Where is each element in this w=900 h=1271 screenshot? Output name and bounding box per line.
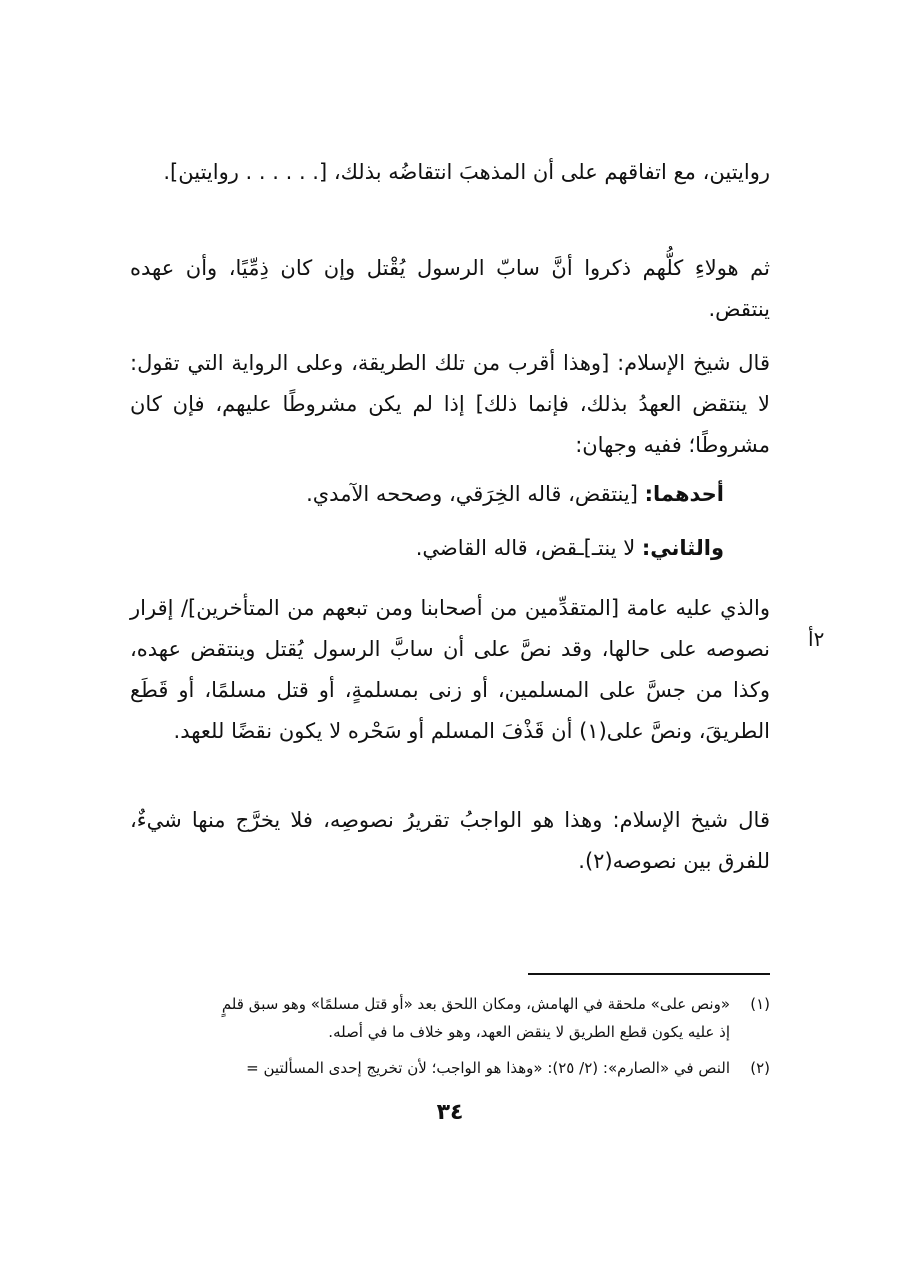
footnote-separator [528, 973, 770, 975]
page-number: ٣٤ [436, 1100, 464, 1125]
first-view-text: [ينتقض، قاله الخِرَقي، وصححه الآمدي. [306, 482, 645, 506]
first-view-label: أحدهما: [644, 482, 724, 506]
manuscript-folio-marker: ٢أ [808, 627, 825, 651]
paragraph-riwayatayn: روايتين، مع اتفاقهم على أن المذهبَ انتقاضُه بذلك، [. . . . . . روايتين]. [163, 160, 770, 184]
footnote-1-text: «ونص على» ملحقة في الهامش، ومكان اللحق بعد «أو قتل مسلمًا» وهو سبق قلمٍ [221, 995, 730, 1013]
second-view-text: لا ينتـ]ـقض، قاله القاضي. [415, 536, 642, 560]
paragraph-sabb-ar-rasul: ثم هولاءِ كلُّهم ذكروا أنَّ سابّ الرسول يُقْتل وإن كان ذِمِّيًا، وأن عهده ينتقض. [130, 256, 770, 321]
footnote-2-text: النص في «الصارم»: (٢/ ٢٥): «وهذا هو الواجب؛ لأن تخريج إحدى المسألتين = [246, 1059, 730, 1077]
footnote-1-number: (١) [750, 995, 770, 1013]
first-view [130, 474, 724, 515]
footnote-1-continuation: إذ عليه يكون قطع الطريق لا ينقض العهد، وهو خلاف ما في أصله. [328, 1023, 730, 1041]
paragraph-majority-view: والذي عليه عامة [المتقدِّمين من أصحابنا ومن تبعهم من المتأخرين]/ إقرار نصوصه على حالها، وقد نصَّ على أن سابَّ الرسول يُقتل وينتقض عهده، وكذا من جسَّ على المسلمين، أو زنى بمسلمةٍ، أو قتل مسلمًا، أو قَطَع الطريقَ، ونصَّ على(١) أن قَذْفَ المسلم أو سَحْره لا يكون نقضًا للعهد. [130, 596, 770, 743]
second-view-label: والثاني: [641, 536, 724, 560]
second-view [130, 528, 724, 569]
footnote-1 [120, 990, 770, 1046]
footnote-2-number: (٢) [750, 1059, 770, 1077]
paragraph-shaykh-al-islam-2: قال شيخ الإسلام: وهذا هو الواجبُ تقريرُ نصوصِه، فلا يخرَّج منها شيءٌ، للفرق بين نصوصه(٢). [130, 808, 770, 873]
footnote-2 [120, 1054, 770, 1082]
paragraph-shaykh-al-islam-1: قال شيخ الإسلام: [وهذا أقرب من تلك الطريقة، وعلى الرواية التي تقول: لا ينتقض العهدُ بذلك، فإنما ذلك] إذا لم يكن مشروطًا عليهم، فإن كان مشروطًا؛ ففيه وجهان: [130, 351, 770, 457]
